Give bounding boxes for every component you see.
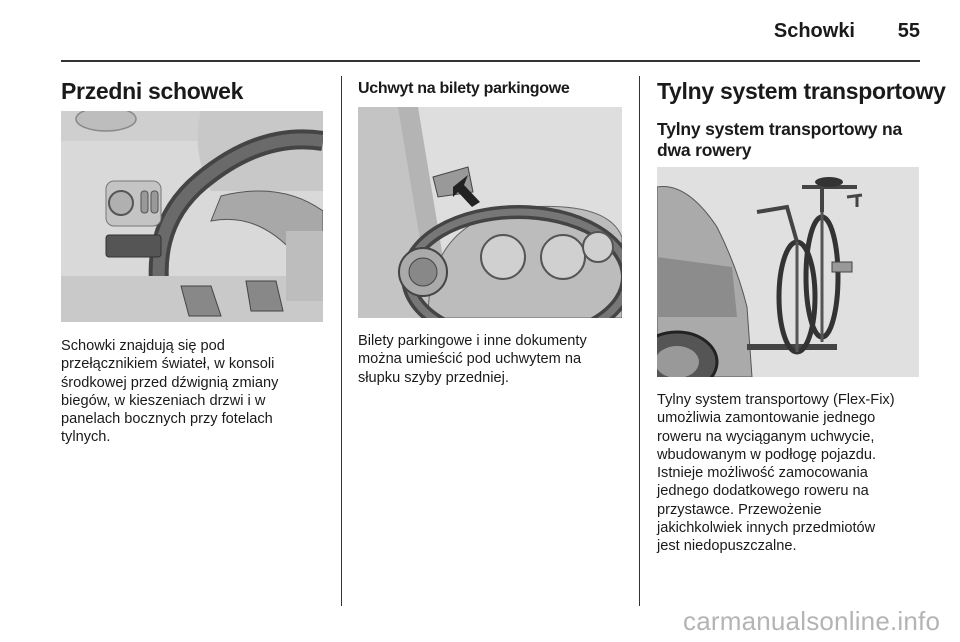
bike-carrier-illustration: [657, 167, 919, 377]
paragraph-line: wbudowanym w podłogę pojazdu.: [657, 446, 877, 463]
paragraph-line: Schowki znajdują się pod: [61, 338, 225, 354]
subheading-line: dwa rowery: [657, 140, 752, 160]
paragraph-line: środkowej przed dźwignią zmiany: [61, 374, 279, 391]
page-number: 55: [897, 20, 920, 42]
paragraph-line: Bilety parkingowe i inne dokumenty: [358, 333, 587, 349]
section-heading-ticket-holder: Uchwyt na bilety parkingowe: [358, 80, 570, 97]
rear-carrier-description: [657, 391, 927, 556]
paragraph-line: można umieścić pod uchwytem na: [358, 351, 582, 368]
paragraph-line: tylnych.: [61, 429, 111, 446]
figure-dashboard-storage: [61, 111, 323, 322]
paragraph-line: jest niedopuszczalne.: [657, 538, 797, 555]
dashboard-storage-illustration: [61, 111, 323, 322]
paragraph-line: umożliwia zamontowanie jednego: [657, 410, 876, 427]
section-heading-front-storage: Przedni schowek: [61, 78, 244, 104]
paragraph-line: Istnieje możliwość zamocowania: [657, 465, 868, 482]
paragraph-line: przełącznikiem świateł, w konsoli: [61, 356, 275, 373]
paragraph-line: jednego dodatkowego roweru na: [657, 483, 869, 500]
ticket-holder-illustration: [358, 107, 622, 318]
column-divider-1: [341, 76, 342, 606]
paragraph-line: Tylny system transportowy (Flex-Fix): [657, 392, 895, 408]
subheading-line: Tylny system transportowy na: [657, 119, 902, 139]
column-divider-2: [639, 76, 640, 606]
figure-ticket-holder: [358, 107, 622, 318]
paragraph-line: roweru na wyciąganym uchwycie,: [657, 428, 875, 445]
paragraph-line: przystawce. Przewożenie: [657, 501, 822, 518]
running-header-title: Schowki: [773, 20, 855, 42]
section-heading-rear-carrier: Tylny system transportowy: [657, 78, 946, 104]
paragraph-line: panelach bocznych przy fotelach: [61, 411, 273, 428]
paragraph-line: słupku szyby przedniej.: [358, 369, 509, 386]
header-divider: [61, 60, 920, 62]
subheading-two-bike-carrier: [657, 119, 919, 161]
figure-rear-bike-carrier: [657, 167, 919, 377]
front-storage-description: [61, 337, 331, 447]
paragraph-line: biegów, w kieszeniach drzwi i w: [61, 392, 266, 409]
paragraph-line: jakichkolwiek innych przedmiotów: [657, 520, 876, 537]
watermark: carmanualsonline.info: [683, 606, 941, 636]
ticket-holder-description: [358, 332, 628, 387]
